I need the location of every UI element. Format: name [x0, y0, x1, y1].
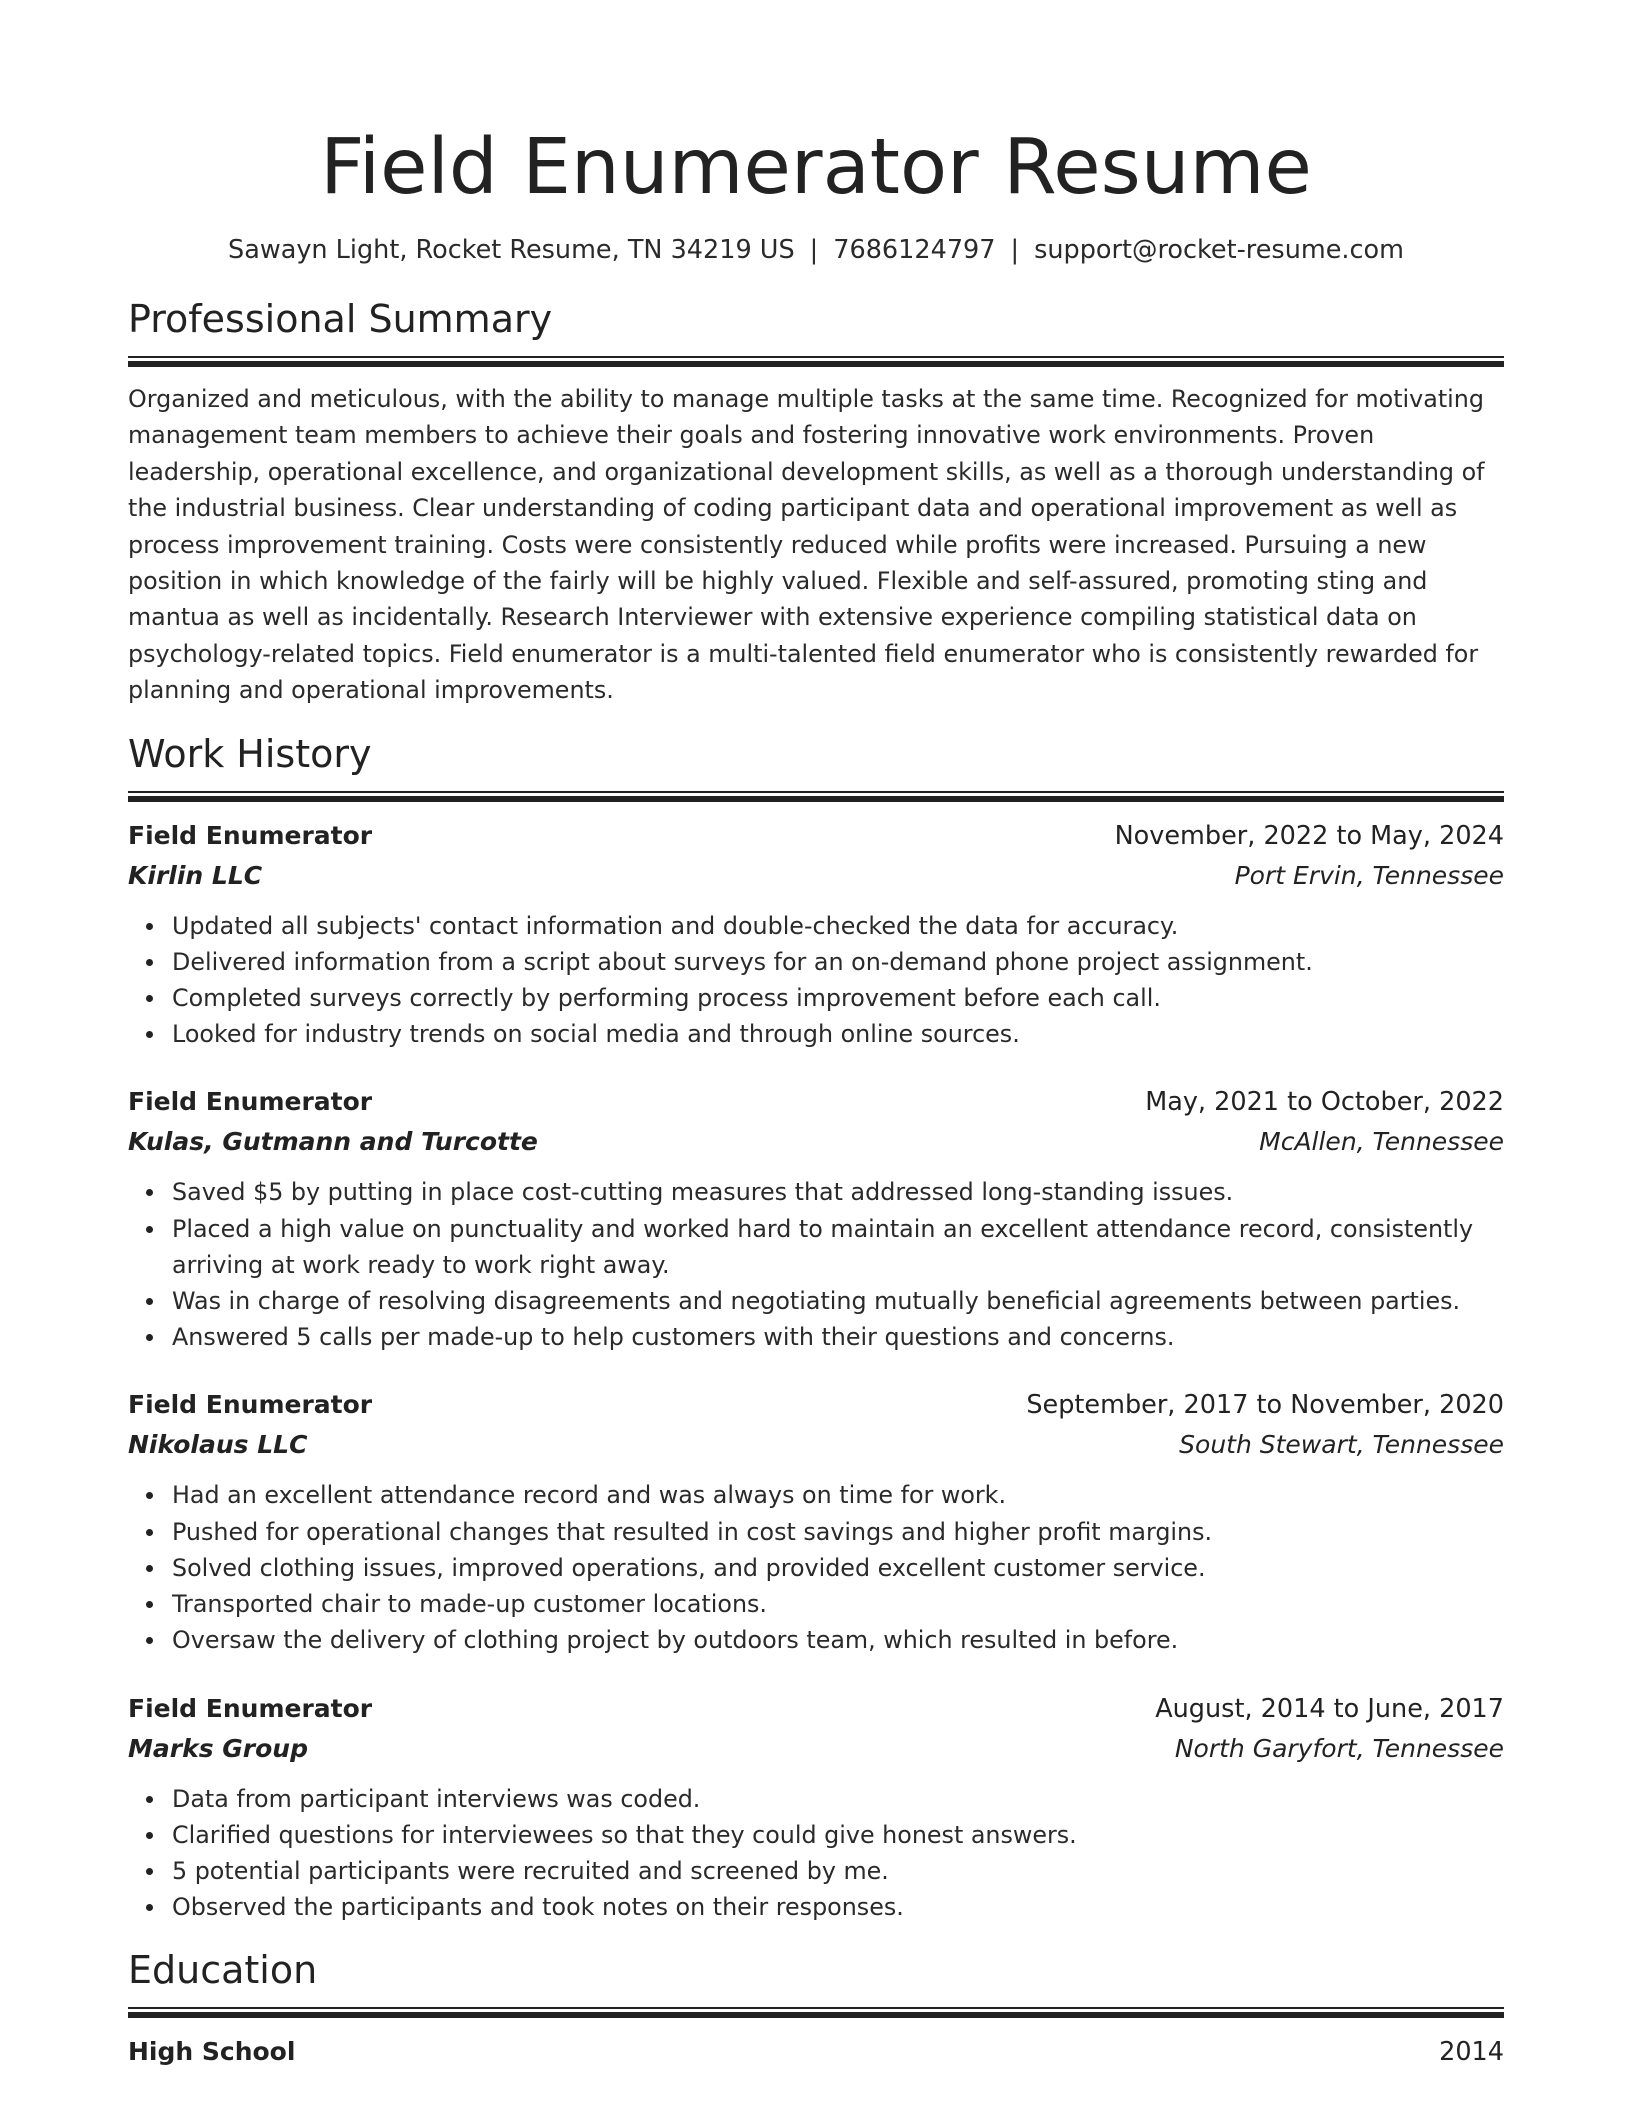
job-company-row [128, 1729, 1504, 1769]
resume-title: Field Enumerator Resume [320, 123, 1312, 212]
job-bullet: 5 potential participants were recruited and screened by me. [172, 1853, 1504, 1889]
job-location: North Garyfort, Tennessee [1174, 1733, 1504, 1763]
resume-page [128, 0, 1504, 2112]
job-company: Kirlin LLC [128, 860, 263, 890]
job-bullet: Updated all subjects' contact information and double-checked the data for accuracy. [172, 908, 1504, 944]
summary-section [128, 294, 1504, 709]
summary-heading: Professional Summary [128, 297, 553, 341]
job-title: Field Enumerator [128, 1693, 373, 1723]
job-dates: November, 2022 to May, 2024 [1114, 820, 1504, 851]
education-year: 2014 [1439, 2037, 1504, 2068]
job-bullet: Was in charge of resolving disagreements and negotiating mutually beneficial agreements between parties. [172, 1283, 1504, 1319]
job-bullet: Data from participant interviews was coded. [172, 1781, 1504, 1817]
job-bullet: Oversaw the delivery of clothing project by outdoors team, which resulted in before. [172, 1622, 1504, 1658]
job-entry [128, 816, 1504, 1053]
job-title: Field Enumerator [128, 1390, 373, 1420]
job-title: Field Enumerator [128, 1087, 373, 1117]
education-section [128, 1945, 1504, 2072]
job-bullet: Pushed for operational changes that resulted in cost savings and higher profit margins. [172, 1514, 1504, 1550]
job-title: Field Enumerator [128, 820, 373, 850]
summary-text: Organized and meticulous, with the ability to manage multiple tasks at the same time. Recognized for motivating management team members to achieve their goals and fostering innovative work environments. Proven leadership, operational excellence, and organizational development skills, as well as a thorough understanding of the industrial business. Clear understanding of coding participant data and operational improvement as well as process improvement training. Costs were consistently reduced while profits were increased. Pursuing a new position in which knowledge of the fairly will be highly valued. Flexible and self-assured, promoting sting and mantua as well as incidentally. Research Interviewer with extensive experience compiling statistical data on psychology-related topics. Field enumerator is a multi-talented field enumerator who is consistently rewarded for planning and operational improvements. [128, 385, 1485, 705]
job-bullet-list [128, 1477, 1504, 1658]
contact-phone: 7686124797 [833, 235, 996, 265]
job-location: McAllen, Tennessee [1259, 1127, 1504, 1157]
job-company: Marks Group [128, 1733, 309, 1763]
job-bullet: Delivered information from a script about surveys for an on-demand phone project assignment. [172, 944, 1504, 980]
job-header-row [128, 1689, 1504, 1729]
job-bullet: Solved clothing issues, improved operations, and provided excellent customer service. [172, 1550, 1504, 1586]
job-bullet: Had an excellent attendance record and was always on time for work. [172, 1477, 1504, 1513]
job-bullet: Clarified questions for interviewees so that they could give honest answers. [172, 1817, 1504, 1853]
job-dates: August, 2014 to June, 2017 [1155, 1693, 1504, 1724]
job-header-row [128, 1385, 1504, 1425]
job-bullet: Answered 5 calls per made-up to help customers with their questions and concerns. [172, 1319, 1504, 1355]
job-entry [128, 1385, 1504, 1658]
contact-separator: | [1010, 235, 1020, 265]
section-divider [128, 2007, 1504, 2018]
job-company-row [128, 1425, 1504, 1465]
job-company-row [128, 856, 1504, 896]
contact-separator: | [809, 235, 819, 265]
education-entry [128, 2032, 1504, 2072]
education-degree: High School [128, 2037, 296, 2067]
contact-email: support@rocket-resume.com [1034, 235, 1404, 265]
job-bullet: Looked for industry trends on social media and through online sources. [172, 1016, 1504, 1052]
job-bullet-list [128, 1174, 1504, 1355]
job-bullet: Transported chair to made-up customer locations. [172, 1586, 1504, 1622]
section-divider [128, 356, 1504, 367]
job-header-row [128, 816, 1504, 856]
job-location: Port Ervin, Tennessee [1234, 860, 1504, 890]
job-dates: May, 2021 to October, 2022 [1145, 1087, 1504, 1118]
job-bullet: Saved $5 by putting in place cost-cutting measures that addressed long-standing issues. [172, 1174, 1504, 1210]
contact-line [128, 232, 1504, 268]
education-row [128, 2032, 1504, 2072]
job-bullet: Completed surveys correctly by performing process improvement before each call. [172, 980, 1504, 1016]
job-entry [128, 1689, 1504, 1926]
job-dates: September, 2017 to November, 2020 [1026, 1390, 1504, 1421]
job-bullet-list [128, 908, 1504, 1053]
work-history-section [128, 729, 1504, 1926]
job-bullet: Placed a high value on punctuality and worked hard to maintain an excellent attendance record, consistently arriving at work ready to work right away. [172, 1211, 1504, 1283]
job-company: Kulas, Gutmann and Turcotte [128, 1127, 538, 1157]
job-company-row [128, 1122, 1504, 1162]
job-header-row [128, 1082, 1504, 1122]
job-bullet: Observed the participants and took notes on their responses. [172, 1889, 1504, 1925]
work-history-heading: Work History [128, 731, 372, 776]
job-company: Nikolaus LLC [128, 1430, 308, 1460]
job-bullet-list [128, 1781, 1504, 1926]
job-entry [128, 1082, 1504, 1355]
job-location: South Stewart, Tennessee [1179, 1430, 1504, 1460]
contact-address: Sawayn Light, Rocket Resume, TN 34219 US [228, 235, 795, 265]
section-divider [128, 791, 1504, 802]
education-heading: Education [128, 1948, 318, 1993]
